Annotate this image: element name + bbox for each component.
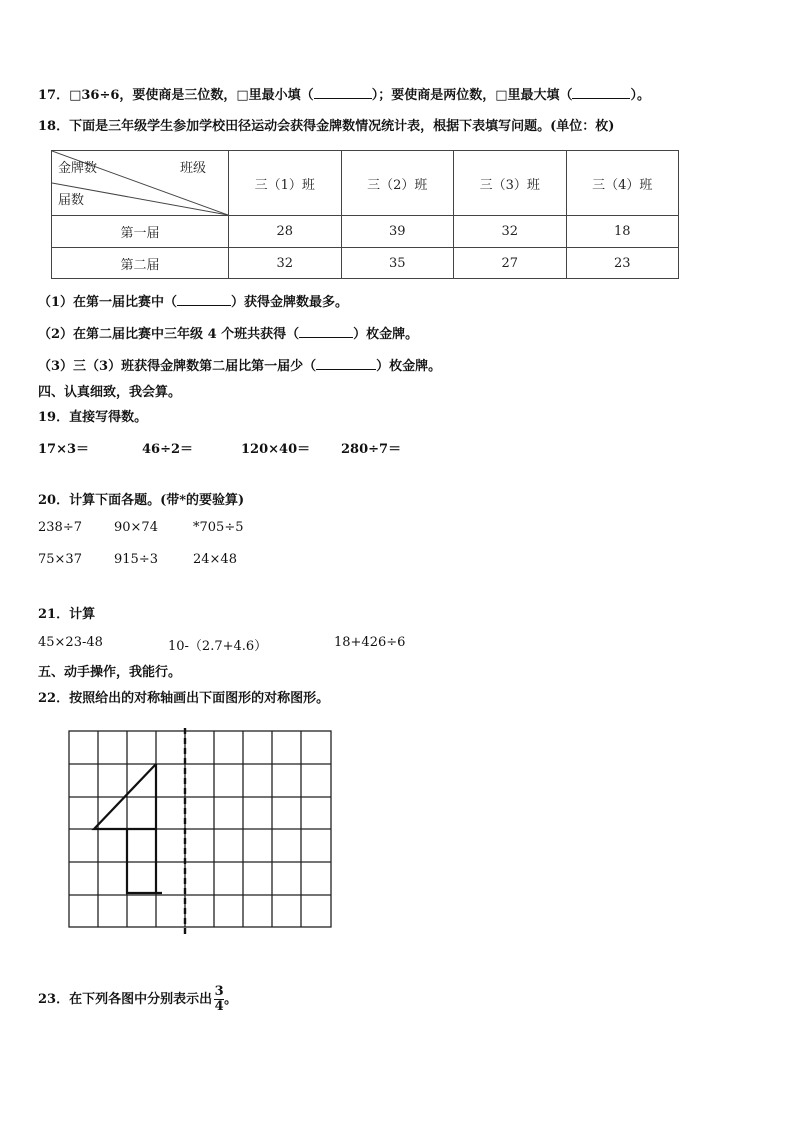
table-cell: 35 bbox=[341, 248, 454, 279]
q20-item: 24×48 bbox=[193, 552, 237, 567]
q18-title: 18．下面是三年级学生参加学校田径运动会获得金牌数情况统计表，根据下表填写问题。(单位：枚) bbox=[38, 119, 615, 134]
q18-sub2 bbox=[38, 323, 418, 342]
q20-item: 915÷3 bbox=[114, 552, 158, 567]
gold-medal-table bbox=[51, 150, 679, 279]
q17-blank-1[interactable] bbox=[314, 87, 372, 99]
q23-tail: 。 bbox=[224, 992, 238, 1007]
q20-item: 238÷7 bbox=[38, 520, 82, 535]
q17-text-c: ）。 bbox=[630, 88, 650, 103]
table-row bbox=[52, 248, 679, 279]
q19-item: 120×40＝ bbox=[241, 442, 311, 457]
q19-item: 17×3＝ bbox=[38, 442, 90, 457]
column-header: 三（1）班 bbox=[229, 151, 342, 216]
q20-item: *705÷5 bbox=[193, 520, 244, 535]
question-17 bbox=[38, 84, 650, 103]
row-label: 第一届 bbox=[52, 216, 229, 248]
q18-sub1 bbox=[38, 291, 348, 310]
table-cell: 39 bbox=[341, 216, 454, 248]
question-23 bbox=[38, 985, 237, 1014]
q18-sub1-text-a: （1）在第一届比赛中（ bbox=[38, 295, 178, 310]
header-gold: 金牌数 bbox=[58, 161, 98, 176]
q17-text-a: 17．□36÷6，要使商是三位数，□里最小填（ bbox=[38, 88, 314, 103]
q18-sub3 bbox=[38, 355, 441, 374]
table-header-row bbox=[52, 151, 679, 216]
symmetry-grid bbox=[66, 728, 336, 938]
table-cell: 32 bbox=[454, 216, 567, 248]
q18-sub3-text-a: （3）三（3）班获得金牌数第二届比第一届少（ bbox=[38, 359, 317, 374]
column-header: 三（2）班 bbox=[341, 151, 454, 216]
table-cell: 23 bbox=[566, 248, 679, 279]
q18-sub2-text-a: （2）在第二届比赛中三年级 4 个班共获得（ bbox=[38, 327, 300, 342]
q18-sub3-blank[interactable] bbox=[316, 358, 376, 370]
q19-title: 19．直接写得数。 bbox=[38, 410, 148, 425]
fraction-three-quarters bbox=[214, 985, 224, 1014]
q22-title: 22．按照给出的对称轴画出下面图形的对称图形。 bbox=[38, 691, 330, 706]
q17-blank-2[interactable] bbox=[572, 87, 630, 99]
fraction-denominator: 4 bbox=[214, 999, 224, 1014]
q21-title: 21．计算 bbox=[38, 607, 96, 622]
q21-item: 18+426÷6 bbox=[334, 635, 406, 650]
q23-title: 23．在下列各图中分别表示出 bbox=[38, 992, 213, 1007]
column-header: 三（3）班 bbox=[454, 151, 567, 216]
q20-item: 75×37 bbox=[38, 552, 82, 567]
q18-sub2-blank[interactable] bbox=[299, 326, 353, 338]
q21-item: 45×23-48 bbox=[38, 635, 103, 650]
row-label: 第二届 bbox=[52, 248, 229, 279]
table-cell: 18 bbox=[566, 216, 679, 248]
table-cell: 32 bbox=[229, 248, 342, 279]
section-4-heading: 四、认真细致，我会算。 bbox=[38, 385, 182, 400]
section-5-heading: 五、动手操作，我能行。 bbox=[38, 665, 182, 680]
table-row bbox=[52, 216, 679, 248]
header-class: 班级 bbox=[179, 161, 206, 176]
q18-sub1-blank[interactable] bbox=[177, 294, 231, 306]
table-cell: 28 bbox=[229, 216, 342, 248]
q21-item: 10-（2.7+4.6） bbox=[168, 639, 268, 654]
q20-title: 20．计算下面各题。(带*的要验算) bbox=[38, 493, 245, 508]
q19-item: 46÷2＝ bbox=[142, 442, 194, 457]
q20-item: 90×74 bbox=[114, 520, 158, 535]
q18-sub3-text-b: ）枚金牌。 bbox=[376, 359, 442, 374]
q18-sub2-text-b: ）枚金牌。 bbox=[353, 327, 419, 342]
q19-item: 280÷7＝ bbox=[341, 442, 402, 457]
column-header: 三（4）班 bbox=[566, 151, 679, 216]
fraction-numerator: 3 bbox=[214, 984, 224, 999]
q17-text-b: ）；要使商是两位数，□里最大填（ bbox=[371, 88, 573, 103]
table-cell: 27 bbox=[454, 248, 567, 279]
header-session: 届数 bbox=[58, 193, 85, 208]
diagonal-header-cell bbox=[52, 151, 229, 216]
q18-sub1-text-b: ）获得金牌数最多。 bbox=[231, 295, 349, 310]
